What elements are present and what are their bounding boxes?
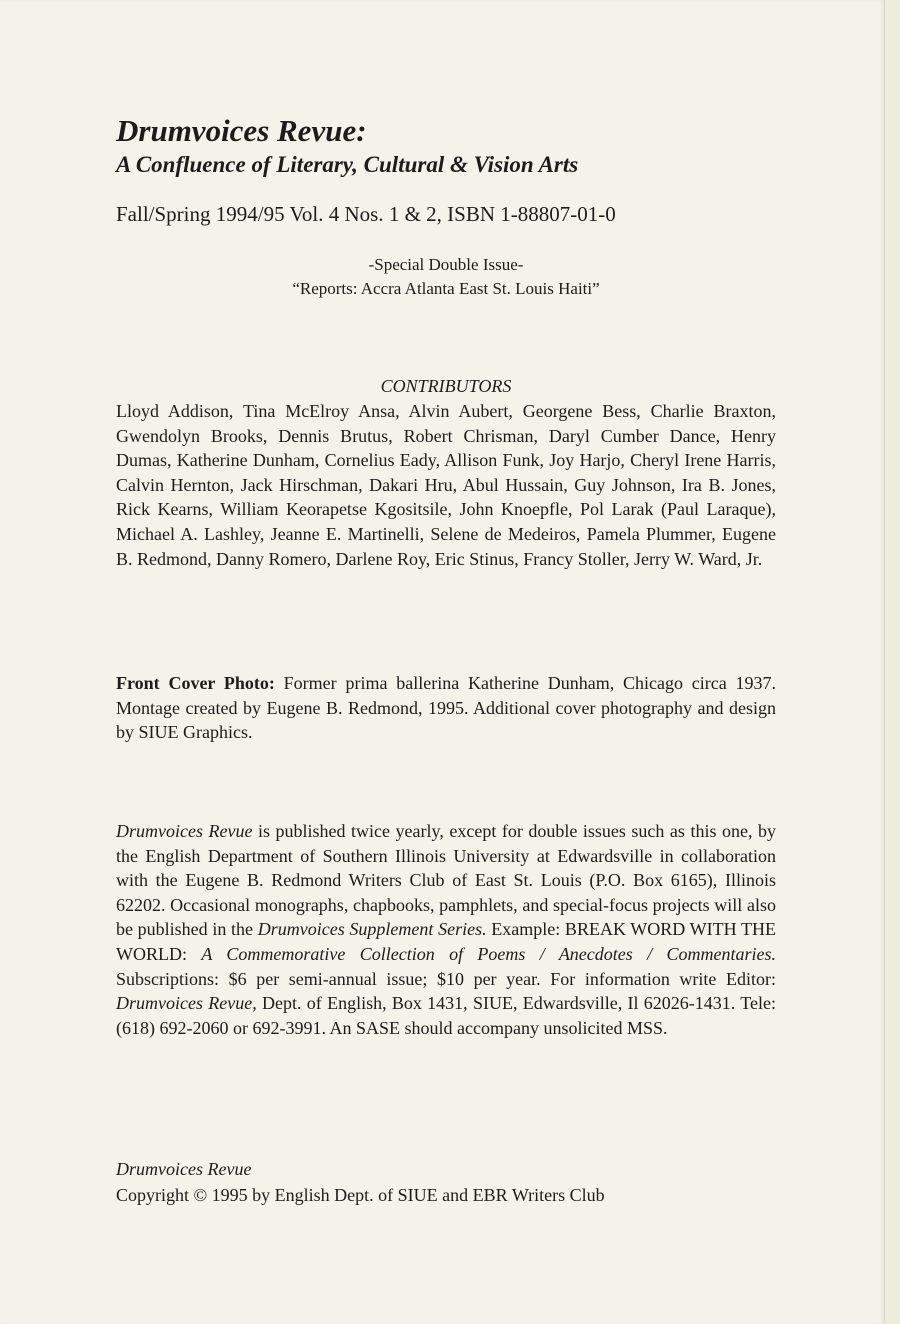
editor-journal-name: Drumvoices Revue, [116, 993, 257, 1014]
cover-photo-label: Front Cover Photo: [116, 673, 275, 693]
page-edge [884, 0, 900, 1324]
publication-text-2: Example: BREAK WORD WITH THE WORLD: [116, 919, 776, 964]
cover-photo-credit [116, 671, 776, 745]
copyright-journal-name: Drumvoices Revue [116, 1159, 252, 1179]
journal-title: Drumvoices Revue: [116, 113, 367, 148]
collection-name: A Commemorative Collection of Poems / Anecdotes / Commentaries. [201, 943, 776, 964]
title-block [116, 112, 796, 180]
copyright-notice: Copyright © 1995 by English Dept. of SIUE and EBR Writers Club [116, 1185, 605, 1205]
special-issue-reports: “Reports: Accra Atlanta East St. Louis Haiti” [292, 279, 600, 298]
supplement-series-name: Drumvoices Supplement Series. [257, 919, 487, 940]
special-issue-label: -Special Double Issue- [368, 255, 524, 274]
contributors-heading: CONTRIBUTORS [380, 376, 512, 396]
publication-text-3: Subscriptions: $6 per semi-annual issue; $10 per year. For information write Editor: [116, 968, 776, 989]
issue-line: Fall/Spring 1994/95 Vol. 4 Nos. 1 & 2, ISBN 1-88807-01-0 [116, 202, 616, 226]
publication-text-4: Dept. of English, Box 1431, SIUE, Edwardsville, Il 62026-1431. Tele: (618) 692-2060 or 692-3991. An SASE should accompany unsolicited MSS. [116, 993, 776, 1038]
special-issue-block [116, 253, 776, 301]
cover-photo-text: Former prima ballerina Katherine Dunham, Chicago circa 1937. Montage created by Eugene B. Redmond, 1995. Additional cover photography and design by SIUE Graphics. [116, 673, 777, 743]
publication-journal-name: Drumvoices Revue [116, 821, 253, 841]
journal-subtitle: A Confluence of Literary, Cultural & Vision Arts [116, 152, 579, 177]
publication-text-1: is published twice yearly, except for double issues such as this one, by the English Department of Southern Illinois University at Edwardsville in collaboration with the Eugene B. Redmond Writers Club of East St. Louis (P.O. Box 6165), Illinois 62202. Occasional monographs, chapbooks, pamphlets, and special-focus projects will also be published in the [116, 821, 776, 940]
copyright-block [116, 1156, 776, 1208]
publication-info [116, 819, 776, 1040]
contributors-list: Lloyd Addison, Tina McElroy Ansa, Alvin Aubert, Georgene Bess, Charlie Braxton, Gwendolyn Brooks, Dennis Brutus, Robert Chrisman, Daryl Cumber Dance, Henry Dumas, Katherine Dunham, Cornelius Eady, Allison Funk, Joy Harjo, Cheryl Irene Harris, Calvin Hernton, Jack Hirschman, Dakari Hru, Abul Hussain, Guy Johnson, Ira B. Jones, Rick Kearns, William Keorapetse Kgositsile, John Knoepfle, Pol Larak (Paul Laraque), Michael A. Lashley, Jeanne E. Martinelli, Selene de Medeiros, Pamela Plummer, Eugene B. Redmond, Danny Romero, Darlene Roy, Eric Stinus, Francy Stoller, Jerry W. Ward, Jr. [116, 401, 776, 569]
